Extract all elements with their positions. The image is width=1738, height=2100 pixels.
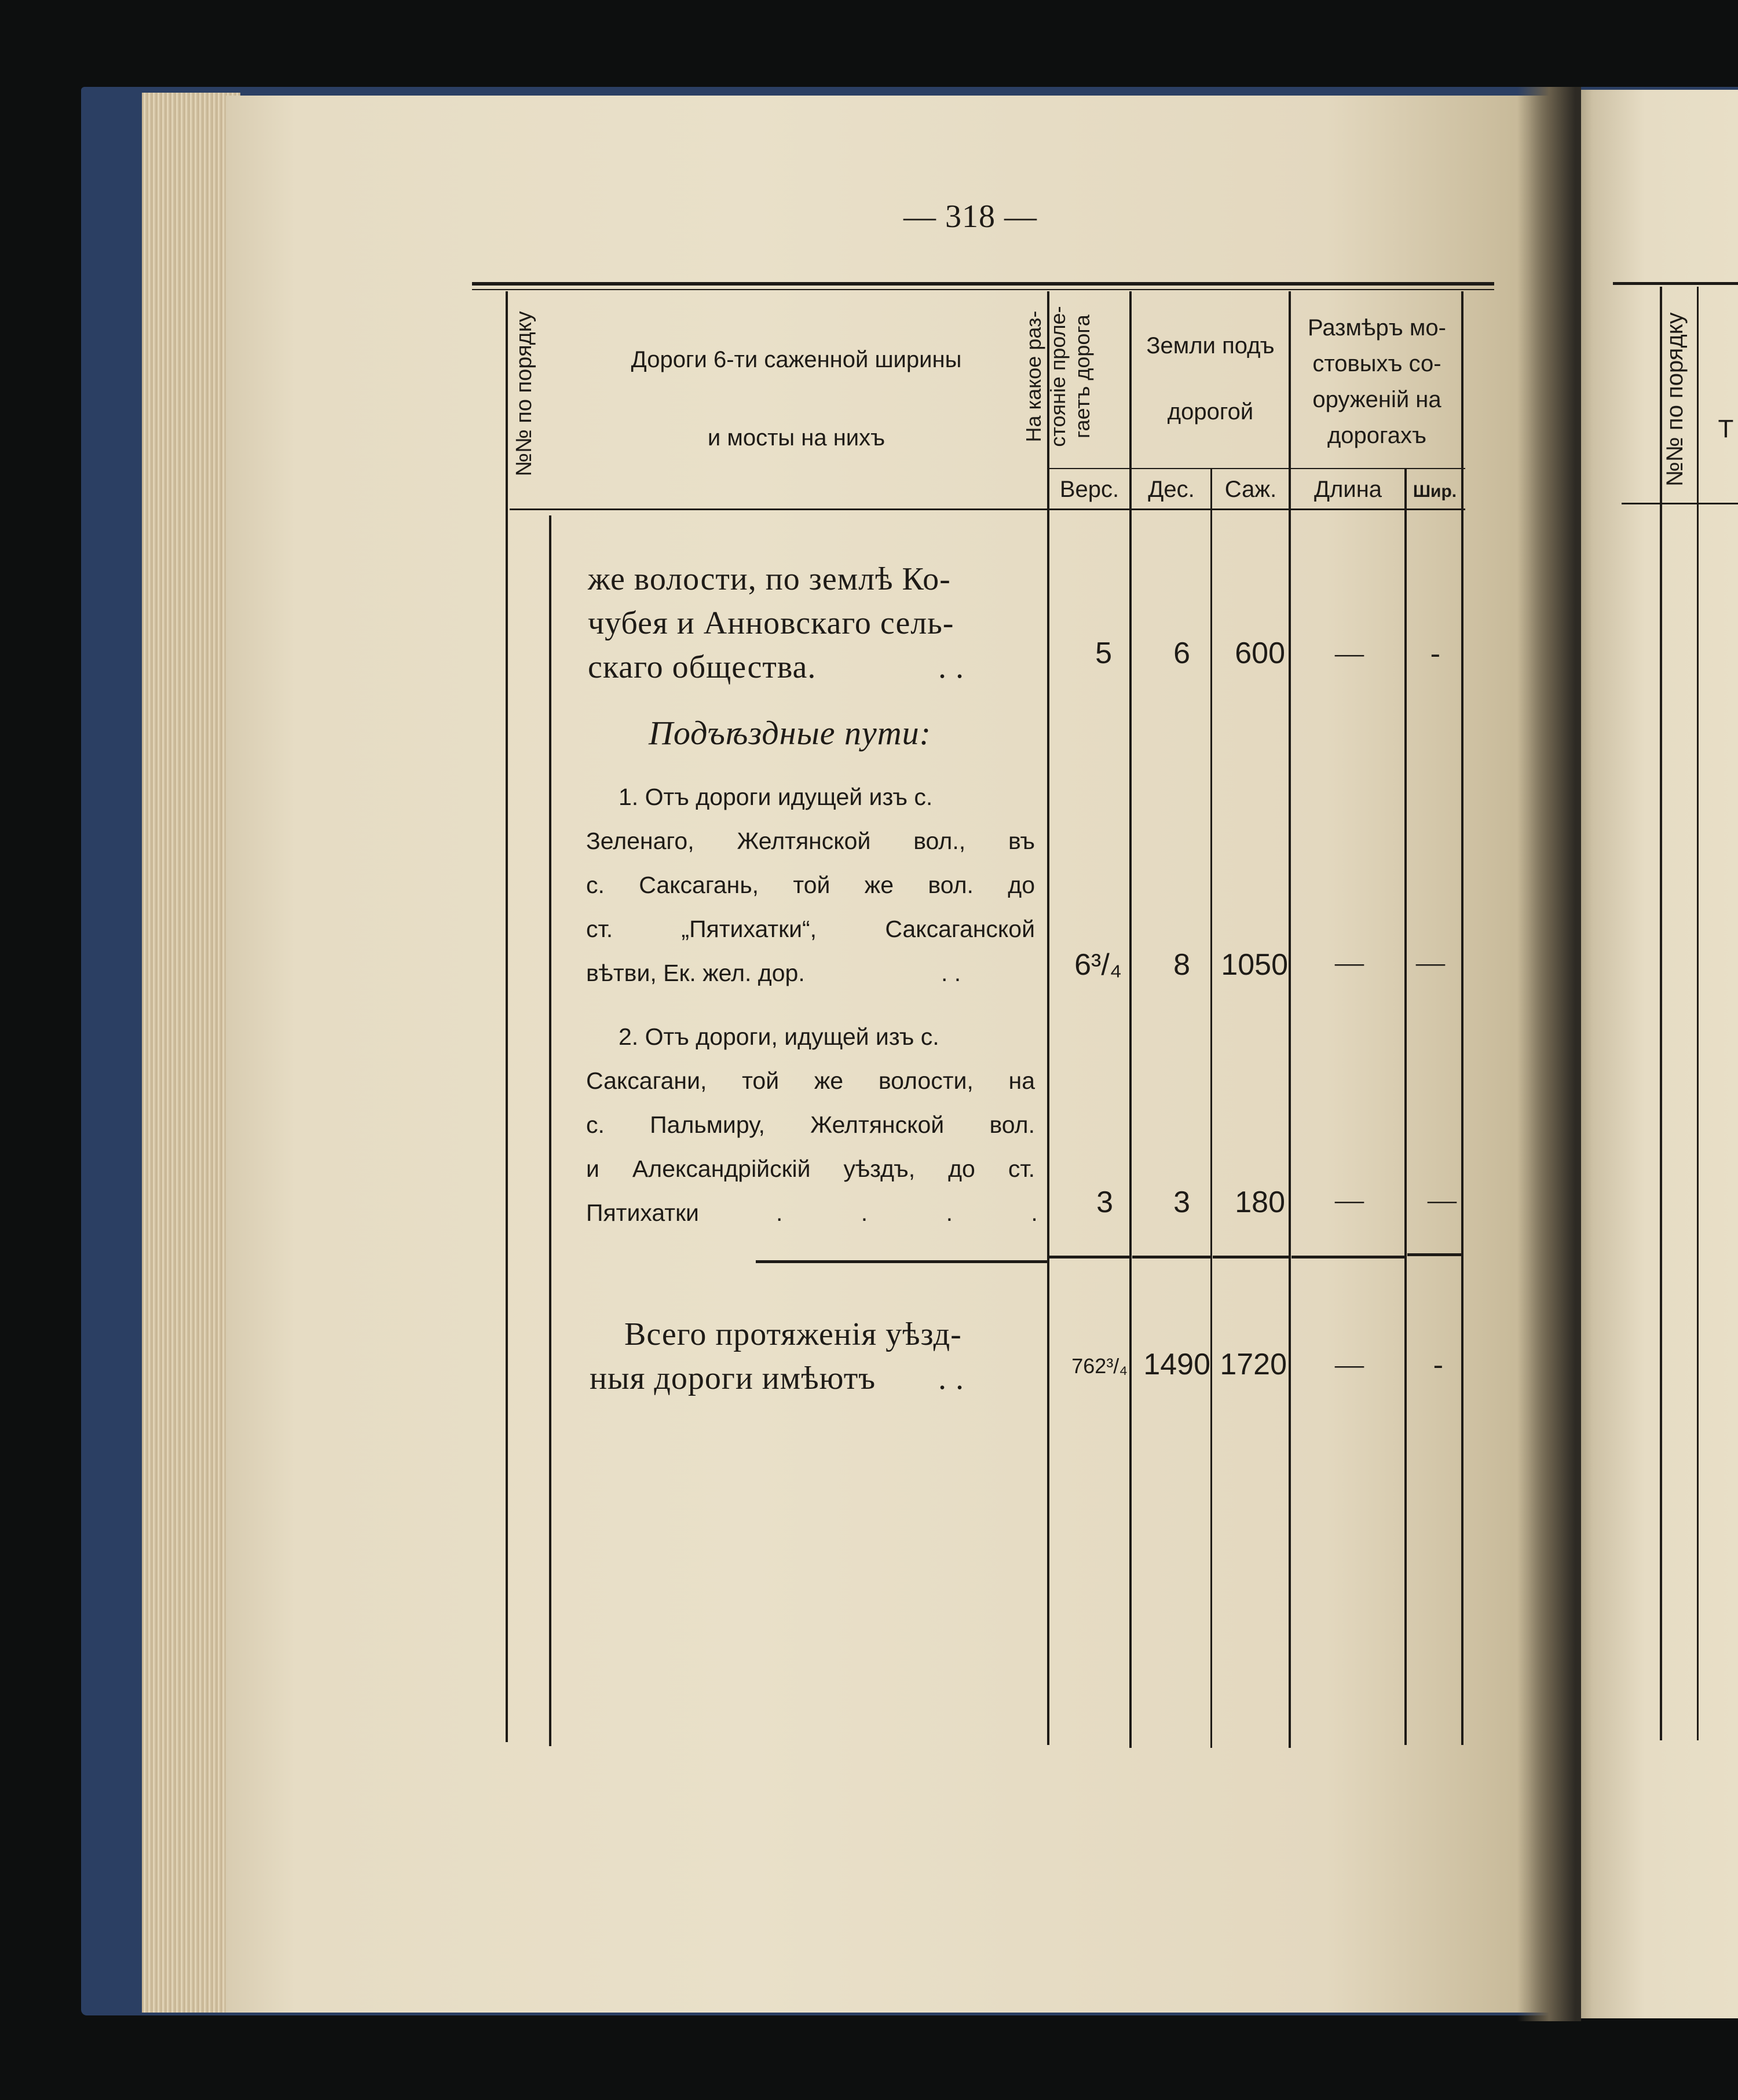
row3-des: 3 xyxy=(1173,1186,1190,1219)
row2-saz: 1050 xyxy=(1221,948,1288,982)
row3-length: — xyxy=(1335,1183,1364,1216)
row3-dots: . . . . xyxy=(776,1199,1074,1226)
right-page xyxy=(1564,90,1738,2018)
col-saz-divider xyxy=(1289,291,1291,1748)
col-des-divider xyxy=(1210,468,1212,1748)
total-rule-length xyxy=(1291,1256,1404,1258)
row2-text-l3: с. Саксагань, той же вол. до xyxy=(586,872,1035,898)
header-col-roads-line1: Дороги 6-ти саженной ширины xyxy=(631,347,962,372)
col-length-divider xyxy=(1404,468,1407,1745)
row0-width: - xyxy=(1430,636,1440,669)
row3-width: — xyxy=(1428,1183,1457,1216)
row3-text-l2: Саксагани, той же волости, на xyxy=(586,1067,1035,1094)
header-col-bridge-l2: стовыхъ со- xyxy=(1312,351,1441,376)
header-col-bridge-l4: дорогахъ xyxy=(1327,423,1427,448)
total-rule-text xyxy=(756,1260,1048,1263)
total-des: 1490 xyxy=(1143,1348,1210,1381)
total-text-l2: ныя дороги имѣютъ xyxy=(590,1360,876,1396)
row2-des: 8 xyxy=(1173,948,1190,982)
subheader-des: Дес. xyxy=(1148,477,1195,502)
row3-text-l3: с. Пальмиру, Желтянской вол. xyxy=(586,1111,1035,1138)
row2-text-l2: Зеленаго, Желтянской вол., въ xyxy=(586,828,1035,854)
next-page-letter: Т xyxy=(1718,415,1734,443)
subheader-length: Длина xyxy=(1313,477,1382,502)
total-rule-vers xyxy=(1049,1256,1129,1258)
subheader-saz: Саж. xyxy=(1224,477,1277,502)
row2-length: — xyxy=(1335,946,1364,978)
col-vers-divider xyxy=(1129,291,1132,1748)
row3-text-l1: 2. Отъ дороги, идущей изъ с. xyxy=(619,1023,939,1050)
subheader-rule xyxy=(1047,468,1465,469)
header-col-distance-l1: На какое раз- xyxy=(1022,310,1045,442)
header-col-roads-line2: и мосты на нихъ xyxy=(707,425,886,451)
total-length: — xyxy=(1335,1348,1364,1380)
total-text-l1: Всего протяженія уѣзд- xyxy=(624,1316,962,1352)
row3-saz: 180 xyxy=(1235,1186,1285,1219)
total-width: - xyxy=(1433,1348,1443,1380)
table-left-border xyxy=(506,291,508,1742)
row0-length: — xyxy=(1335,636,1364,669)
row0-text-l2: чубея и Анновскаго сель- xyxy=(588,605,954,641)
total-dots: . . xyxy=(938,1360,964,1396)
next-page-left-border xyxy=(1660,287,1662,1740)
page-number: — 318 — xyxy=(903,199,1037,235)
row0-text-l1: же волости, по землѣ Ко- xyxy=(588,561,951,597)
header-col-land-l2: дорогой xyxy=(1167,399,1254,425)
row3-text-l4: и Александрійскій уѣздъ, до ст. xyxy=(586,1155,1035,1182)
row3-vers: 3 xyxy=(1096,1186,1113,1219)
row2-width: — xyxy=(1416,946,1445,978)
next-page-col-divider xyxy=(1697,287,1699,1740)
col-text-divider xyxy=(1047,291,1049,1745)
book-gutter xyxy=(1517,87,1581,2021)
row3-text-l5: Пятихатки xyxy=(586,1199,699,1226)
header-col-bridge-l3: оруженій на xyxy=(1312,387,1441,412)
total-rule-saz xyxy=(1213,1256,1289,1258)
header-col-number: №№ по порядку xyxy=(512,311,536,477)
row0-vers: 5 xyxy=(1095,636,1112,670)
row0-des: 6 xyxy=(1173,636,1190,670)
header-col-bridge-l1: Размѣръ мо- xyxy=(1308,315,1446,341)
subheader-width: Шир. xyxy=(1413,482,1457,501)
next-page-top-rule xyxy=(1613,282,1738,285)
total-rule-width xyxy=(1407,1253,1462,1256)
total-rule-des xyxy=(1132,1256,1210,1258)
row2-text-l5: вѣтви, Ек. жел. дор. xyxy=(586,960,805,986)
next-page-col-number: №№ по порядку xyxy=(1662,312,1688,486)
next-page-header-rule xyxy=(1622,503,1738,504)
header-col-land-l1: Земли подъ xyxy=(1146,333,1275,358)
header-bottom-rule xyxy=(510,508,1465,510)
total-vers: 762³/₄ xyxy=(1071,1354,1128,1378)
section-title: Подъѣздные пути: xyxy=(649,714,931,752)
row2-dots: . . xyxy=(941,960,961,986)
header-col-distance-l2: стояніе проле- xyxy=(1046,306,1070,447)
total-saz: 1720 xyxy=(1220,1348,1287,1381)
subheader-vers: Верс. xyxy=(1059,477,1119,502)
header-col-distance-l3: гаетъ дорога xyxy=(1070,314,1094,438)
col-no-divider xyxy=(549,515,551,1746)
row2-text-l1: 1. Отъ дороги идущей изъ с. xyxy=(619,784,933,810)
row0-saz: 600 xyxy=(1235,636,1285,670)
row2-vers: 6³/₄ xyxy=(1074,948,1122,982)
table-top-rule-thin xyxy=(472,289,1494,290)
row0-dots: . . xyxy=(938,649,964,685)
table-top-rule-thick xyxy=(472,282,1494,286)
row2-text-l4: ст. „Пятихатки“, Саксаганской xyxy=(586,916,1035,942)
row0-text-l3: скаго общества. xyxy=(588,649,817,685)
